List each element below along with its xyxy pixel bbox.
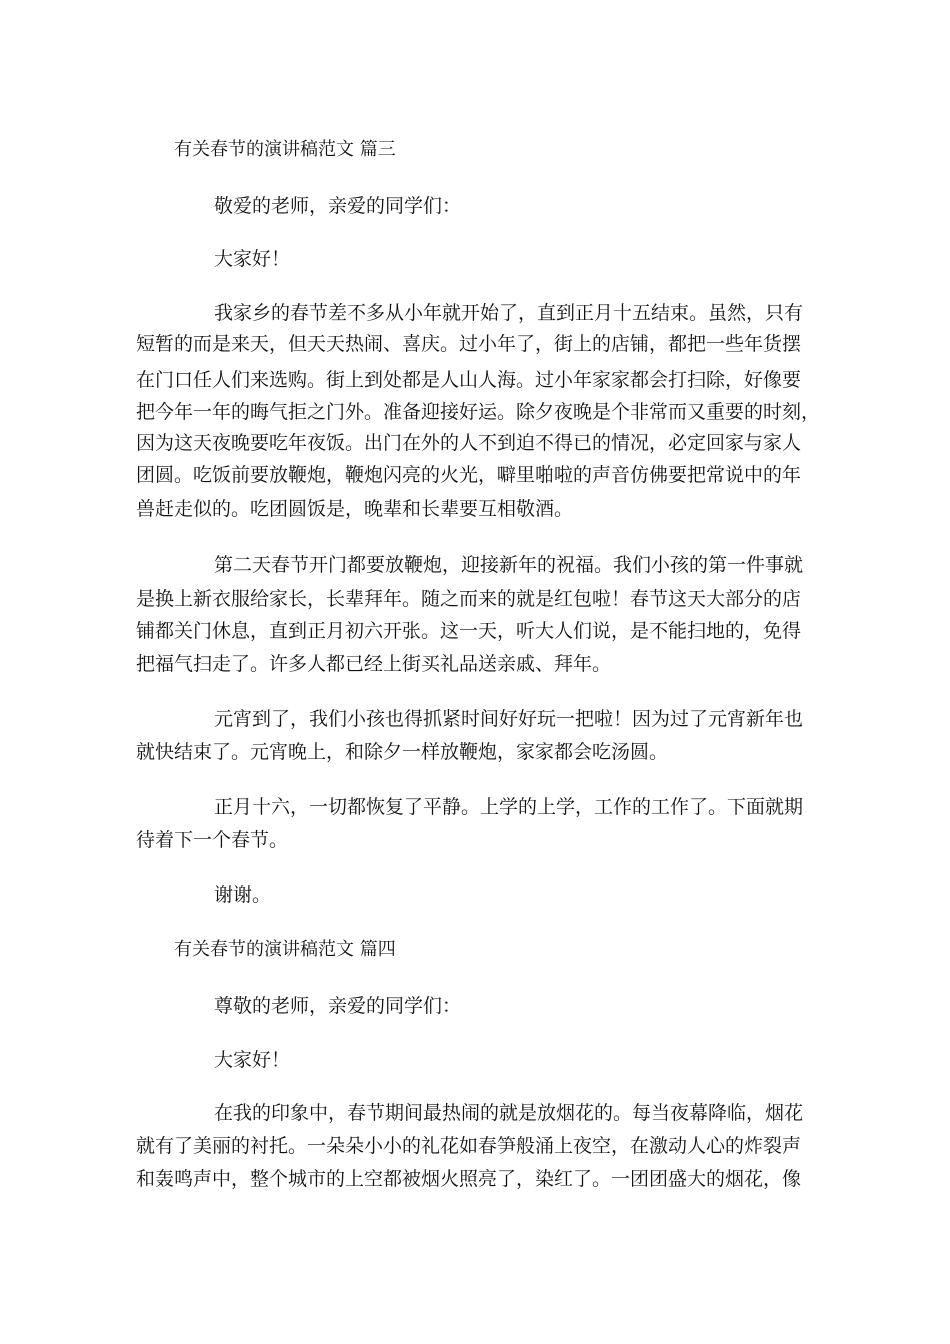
paragraph-line: 团圆。吃饭前要放鞭炮，鞭炮闪亮的火光，噼里啪啦的声音仿佛要把常说中的年 [136, 464, 802, 486]
paragraph-line: 在我的印象中，春节期间最热闹的就是放烟花的。每当夜幕降临，烟花 [214, 1102, 804, 1124]
paragraph-line: 是换上新衣服给家长，长辈拜年。随之而来的就是红包啦！春节这天大部分的店 [136, 588, 802, 610]
paragraph-line: 和轰鸣声中，整个城市的上空都被烟火照亮了，染红了。一团团盛大的烟花，像 [136, 1168, 802, 1190]
paragraph-line: 把今年一年的晦气拒之门外。准备迎接好运。除夕夜晚是个非常而又重要的时刻， [136, 401, 821, 423]
section-3-thanks: 谢谢。 [214, 884, 272, 906]
paragraph-line: 就快结束了。元宵晚上，和除夕一样放鞭炮，家家都会吃汤圆。 [136, 741, 669, 763]
paragraph-line: 铺都关门休息，直到正月初六开张。这一天，听大人们说，是不能扫地的，免得 [136, 620, 802, 642]
paragraph-line: 我家乡的春节差不多从小年就开始了，直到正月十五结束。虽然，只有 [214, 302, 804, 324]
section-3-hello: 大家好！ [214, 248, 291, 270]
section-4-hello: 大家好！ [214, 1049, 291, 1071]
paragraph-line: 就有了美丽的衬托。一朵朵小小的礼花如春笋般涌上夜空，在激动人心的炸裂声 [136, 1135, 802, 1157]
paragraph-line: 第二天春节开门都要放鞭炮，迎接新年的祝福。我们小孩的第一件事就 [214, 554, 804, 576]
section-4-heading: 有关春节的演讲稿范文 篇四 [174, 939, 396, 960]
paragraph-line: 元宵到了，我们小孩也得抓紧时间好好玩一把啦！因为过了元宵新年也 [214, 708, 804, 730]
paragraph-line: 待着下一个春节。 [136, 829, 289, 851]
paragraph-line: 因为这天夜晚要吃年夜饭。出门在外的人不到迫不得已的情况，必定回家与家人 [136, 432, 802, 454]
paragraph-line: 把福气扫走了。许多人都已经上街买礼品送亲戚、拜年。 [136, 653, 612, 675]
paragraph-line: 在门口任人们来选购。街上到处都是人山人海。过小年家家都会打扫除，好像要 [136, 369, 802, 391]
section-3-greeting: 敬爱的老师，亲爱的同学们： [214, 195, 462, 217]
section-4-greeting: 尊敬的老师，亲爱的同学们： [214, 995, 462, 1017]
paragraph-line: 兽赶走似的。吃团圆饭是，晚辈和长辈要互相敬酒。 [136, 498, 574, 520]
paragraph-line: 短暂的而是来天，但天天热闹、喜庆。过小年了，街上的店铺，都把一些年货摆 [136, 333, 802, 355]
section-3-heading: 有关春节的演讲稿范文 篇三 [174, 139, 396, 160]
paragraph-line: 正月十六，一切都恢复了平静。上学的上学，工作的工作了。下面就期 [214, 796, 804, 818]
